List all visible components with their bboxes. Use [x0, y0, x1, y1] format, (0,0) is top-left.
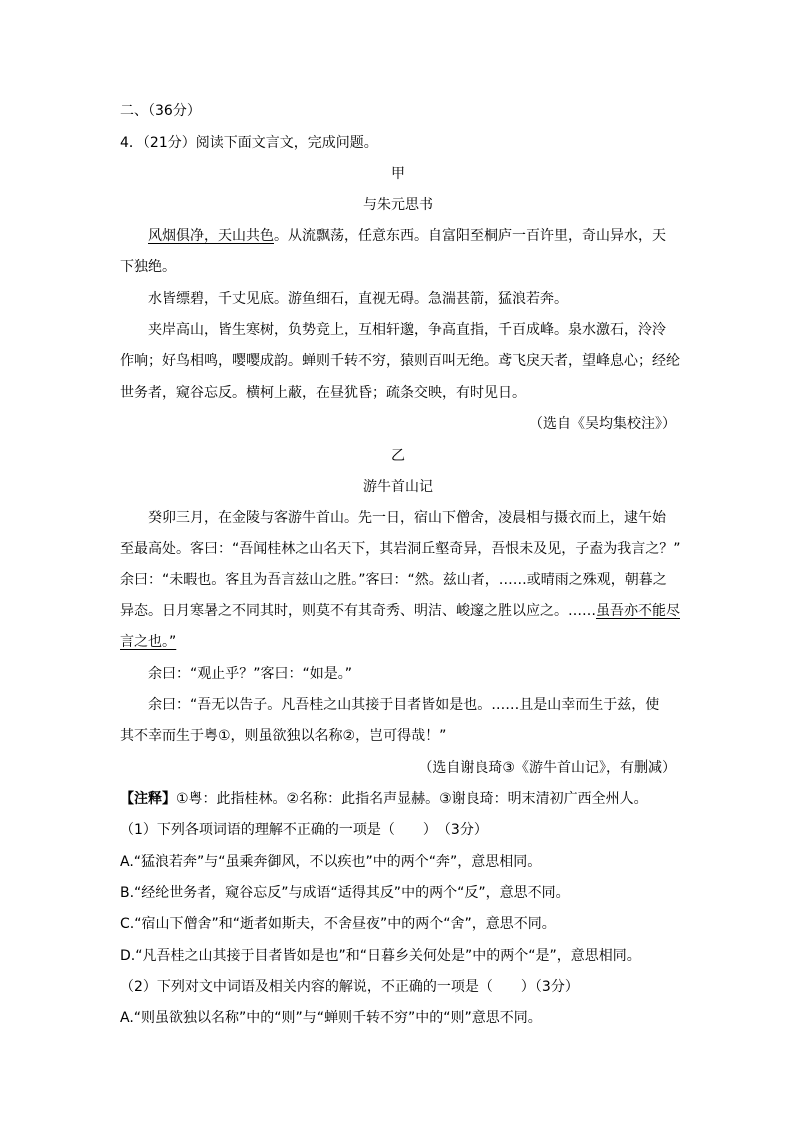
text-run: 。从流飘荡，任意东西。自富阳至桐庐一百许里，奇山异水，天	[274, 228, 666, 244]
q1-option-a: A.“猛浪若奔”与“虽乘奔御风，不以疾也”中的两个“奔”，意思相同。	[120, 854, 542, 870]
passage-a-paragraph-3-line-3: 世务者，窥谷忘反。横柯上蔽，在昼犹昏；疏条交映，有时见日。	[120, 385, 526, 401]
passage-a-title: 与朱元思书	[363, 197, 433, 213]
section-header: 二、（36分）	[120, 103, 201, 119]
passage-a-paragraph-3-line-2: 作响；好鸟相鸣，嘤嘤成韵。蝉则千转不穷，猿则百叫无绝。鸢飞戾天者，望峰息心；经纶	[120, 353, 680, 369]
passage-b-source: （选自谢良琦③《游牛首山记》，有删减）	[418, 760, 676, 776]
underlined-phrase: 言之也。”	[120, 634, 177, 650]
passage-b-title: 游牛首山记	[363, 479, 433, 495]
annotation-notes	[120, 789, 680, 809]
passage-b-paragraph-3-line-1: 余曰：“吾无以告子。凡吾桂之山其接于目者皆如是也。……且是山幸而生于兹，使	[148, 697, 660, 713]
passage-b-paragraph-3-line-2: 其不幸而生于粤①，则虽欲独以名称②，岂可得哉！”	[120, 728, 447, 744]
passage-b-paragraph-1-line-4	[120, 601, 680, 621]
passage-b-paragraph-1-line-3: 余曰：“未暇也。客且为吾言兹山之胜。”客曰：“然。兹山者，……或晴雨之殊观，朝暮之	[120, 572, 667, 588]
text-run: 异态。日月寒暑之不同其时，则莫不有其奇秀、明洁、峻邃之胜以应之。……	[120, 603, 596, 619]
passage-b-label: 乙	[391, 448, 405, 464]
notes-label: 【注释】	[120, 791, 176, 807]
underlined-phrase: 风烟俱净，天山共色	[148, 228, 274, 244]
q2-option-a: A.“则虽欲独以名称”中的“则”与“蝉则千转不穷”中的“则”意思不同。	[120, 1010, 542, 1026]
passage-b-paragraph-1-line-1: 癸卯三月，在金陵与客游牛首山。先一日，宿山下僧舍，凌晨相与摄衣而上，逮午始	[148, 510, 666, 526]
passage-b-paragraph-1-line-2: 至最高处。客曰：“吾闻桂林之山名天下，其岩洞丘壑奇异，吾恨未及见，子盍为我言之？”	[120, 541, 681, 557]
passage-a-paragraph-1-line-1	[148, 226, 678, 246]
passage-b-paragraph-2: 余曰：“观止乎？”客曰：“如是。”	[148, 666, 353, 682]
passage-a-paragraph-1-line-2: 下独绝。	[120, 259, 176, 275]
q1-stem: （1）下列各项词语的理解不正确的一项是（ ） （3分）	[120, 822, 488, 838]
q1-option-b: B.“经纶世务者，窥谷忘反”与成语“适得其反”中的两个“反”，意思不同。	[120, 885, 570, 901]
passage-b-paragraph-1-line-5	[120, 632, 680, 652]
q2-stem: （2）下列对文中词语及相关内容的解说，不正确的一项是（ ）（3分）	[120, 979, 579, 995]
notes-text: ①粤：此指桂林。②名称：此指名声显赫。③谢良琦：明末清初广西全州人。	[176, 791, 648, 807]
passage-a-paragraph-2: 水皆缥碧，千丈见底。游鱼细石，直视无碍。急湍甚箭，猛浪若奔。	[148, 291, 568, 307]
passage-a-paragraph-3-line-1: 夹岸高山，皆生寒树，负势竞上，互相轩邈，争高直指，千百成峰。泉水激石，泠泠	[148, 322, 666, 338]
underlined-phrase: 虽吾亦不能尽	[596, 603, 680, 619]
passage-a-source: （选自《吴均集校注》）	[529, 416, 676, 432]
question-intro: 4．（21分）阅读下面文言文，完成问题。	[120, 135, 378, 151]
passage-a-label: 甲	[391, 166, 405, 182]
q1-option-c: C.“宿山下僧舍”和“逝者如斯夫，不舍昼夜”中的两个“舍”，意思不同。	[120, 916, 556, 932]
q1-option-d: D.“凡吾桂之山其接于目者皆如是也”和“日暮乡关何处是”中的两个“是”，意思相同。	[120, 948, 641, 964]
